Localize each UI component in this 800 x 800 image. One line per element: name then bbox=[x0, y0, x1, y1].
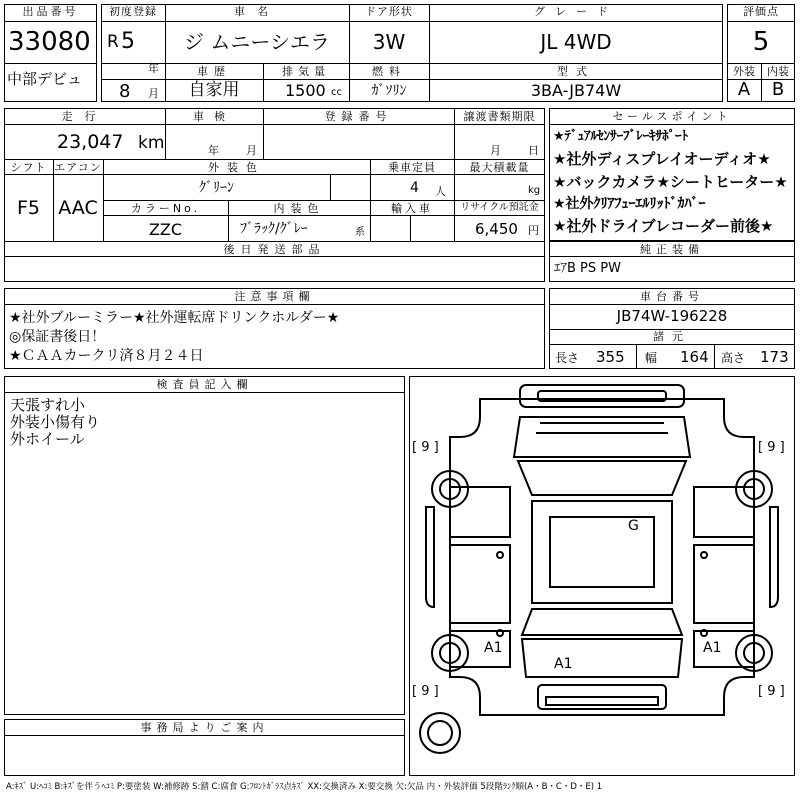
car-outline bbox=[410, 377, 794, 775]
grade: JL 4WD bbox=[540, 30, 612, 54]
rear-mark: A1 bbox=[554, 656, 573, 672]
colorno-label: カラーNo. bbox=[130, 202, 201, 215]
length-label: 長さ bbox=[555, 351, 580, 365]
inspector-line-2: 外装小傷有り bbox=[10, 413, 101, 431]
model-label: 型式 bbox=[557, 65, 595, 78]
inspection-label: 車検 bbox=[193, 110, 235, 123]
regnum-label: 登録番号 bbox=[324, 110, 393, 123]
spec-label: 諸元 bbox=[653, 330, 691, 343]
door-type: 3W bbox=[372, 30, 406, 54]
debut-label: 中部デビュ bbox=[7, 70, 83, 88]
caution-line-3: ★ＣＡＡカークリ済８月２４日 bbox=[9, 348, 204, 364]
insp-month-unit: 月 bbox=[246, 144, 257, 157]
ac-label: エアコン bbox=[54, 161, 102, 174]
reg-year-unit: 年 bbox=[148, 62, 159, 75]
sales-line-5: ★社外ドライブレコーダー前後★ bbox=[553, 217, 774, 235]
color-label: 外装色 bbox=[208, 161, 265, 174]
recycle-unit: 円 bbox=[528, 224, 539, 237]
door-label: ドア形状 bbox=[365, 5, 413, 18]
color: ｸﾞﾘｰﾝ bbox=[199, 180, 234, 196]
right-side-mark: A1 bbox=[703, 640, 722, 656]
footer-legend: A:ｷｽﾞ U:ﾍｺﾐ B:ｷｽﾞを伴うﾍｺﾐ P:要塗装 W:補修跡 S:錆 C:腐食 G:ﾌﾛﾝﾄｶﾞﾗｽ点ｷｽﾞ XX:交換済み X:要交換 欠:欠品 内・外装評価 5段階ﾗﾝｸ順(A・B・C・D・E) 1 bbox=[6, 782, 603, 792]
caution-line-1: ★社外ブルーミラー★社外運転席ドリンクホルダー★ bbox=[9, 310, 340, 326]
inspector-label: 検査員記入欄 bbox=[156, 378, 253, 391]
mileage-unit: km bbox=[138, 133, 165, 153]
sales-line-1: ★ﾃﾞｭｱﾙｾﾝｻｰﾌﾞﾚｰｷｻﾎﾟｰﾄ bbox=[553, 129, 689, 144]
mileage: 23,047 bbox=[57, 131, 124, 153]
shift-label: シフト bbox=[10, 161, 47, 174]
recycle: 6,450 bbox=[475, 220, 518, 238]
capacity-unit: 人 bbox=[435, 185, 446, 198]
car-name-label: 車名 bbox=[234, 5, 280, 18]
sales-line-4: ★社外ｸﾘｱﾌｭｰｴﾙﾘｯﾄﾞｶﾊﾞｰ bbox=[553, 196, 706, 212]
tire-mark-rr: [ 9 ] bbox=[758, 684, 785, 699]
reg-month: 8 bbox=[119, 81, 131, 102]
era: R bbox=[107, 32, 119, 52]
capacity: 4 bbox=[410, 180, 419, 196]
load-unit: kg bbox=[528, 185, 541, 196]
ext-label: 外装 bbox=[733, 65, 755, 78]
displacement: 1500 bbox=[285, 81, 326, 100]
chassis-label: 車台番号 bbox=[640, 290, 704, 303]
mileage-label: 走行 bbox=[61, 110, 108, 123]
lot-label: 出品番号 bbox=[22, 5, 79, 18]
displacement-unit: cc bbox=[331, 87, 342, 98]
sales-line-3: ★バックカメラ★シートヒーター★ bbox=[553, 173, 788, 191]
glass-mark: G bbox=[628, 518, 639, 534]
later-parts-label: 後日発送部品 bbox=[223, 243, 326, 256]
model-code: 3BA-JB74W bbox=[530, 81, 622, 100]
int-label: 内装 bbox=[767, 65, 789, 78]
shift: F5 bbox=[16, 197, 41, 219]
tire-mark-rl: [ 9 ] bbox=[412, 684, 439, 699]
score: 5 bbox=[752, 27, 770, 57]
fuel-label: 燃料 bbox=[372, 65, 406, 78]
equipment-label: 純正装備 bbox=[640, 243, 704, 256]
sales-label: セールスポイント bbox=[612, 110, 732, 123]
chassis-number: JB74W-196228 bbox=[616, 307, 728, 325]
recycle-label: リサイクル預託金 bbox=[460, 202, 539, 213]
grade-label: グレード bbox=[534, 5, 618, 18]
lot-number: 33080 bbox=[8, 27, 91, 57]
int-grade: B bbox=[771, 79, 785, 100]
inspector-line-3: 外ホイール bbox=[10, 430, 85, 448]
tire-mark-fr: [ 9 ] bbox=[758, 440, 785, 455]
width-value: 164 bbox=[680, 348, 709, 366]
insp-year-unit: 年 bbox=[208, 144, 219, 157]
history: 自家用 bbox=[188, 80, 240, 100]
displacement-label: 排気量 bbox=[282, 65, 330, 78]
first-reg-label: 初度登録 bbox=[109, 5, 157, 18]
height-label: 高さ bbox=[721, 351, 746, 365]
colorno: ZZC bbox=[148, 220, 183, 239]
transfer-month-unit: 月 bbox=[490, 144, 501, 157]
office-label: 事務局よりご案内 bbox=[140, 721, 269, 734]
fuel: ｶﾞｿﾘﾝ bbox=[371, 83, 407, 99]
load-label: 最大積載量 bbox=[469, 161, 530, 174]
import-label: 輸入車 bbox=[391, 202, 433, 215]
tire-mark-fl: [ 9 ] bbox=[412, 440, 439, 455]
intcolor-label: 内装色 bbox=[273, 202, 325, 215]
reg-month-unit: 月 bbox=[148, 87, 159, 100]
reg-year: 5 bbox=[121, 29, 135, 54]
caution-label: 注意事項欄 bbox=[234, 290, 315, 303]
sales-line-2: ★社外ディスプレイオーディオ★ bbox=[553, 150, 771, 168]
car-diagram bbox=[409, 376, 795, 776]
inspector-line-1: 天張すれ小 bbox=[10, 396, 86, 414]
intcolor-unit: 系 bbox=[355, 227, 365, 238]
height-value: 173 bbox=[760, 348, 789, 366]
car-name: ジ ムニーシエラ bbox=[184, 30, 330, 54]
ext-grade: A bbox=[737, 79, 751, 100]
capacity-label: 乗車定員 bbox=[388, 161, 436, 174]
intcolor: ﾌﾞﾗｯｸ/ｸﾞﾚｰ bbox=[240, 221, 308, 237]
score-label: 評価点 bbox=[743, 5, 779, 18]
transfer-label: 譲渡書類期限 bbox=[463, 110, 536, 123]
left-side-mark: A1 bbox=[484, 640, 503, 656]
history-label: 車歴 bbox=[197, 65, 231, 78]
equipment-value: ｴｱB PS PW bbox=[554, 261, 621, 276]
transfer-day-unit: 日 bbox=[528, 144, 539, 157]
caution-line-2: ◎保証書後日！ bbox=[9, 329, 106, 345]
length-value: 355 bbox=[596, 348, 625, 366]
width-label: 幅 bbox=[645, 351, 658, 365]
ac: AAC bbox=[58, 197, 98, 219]
